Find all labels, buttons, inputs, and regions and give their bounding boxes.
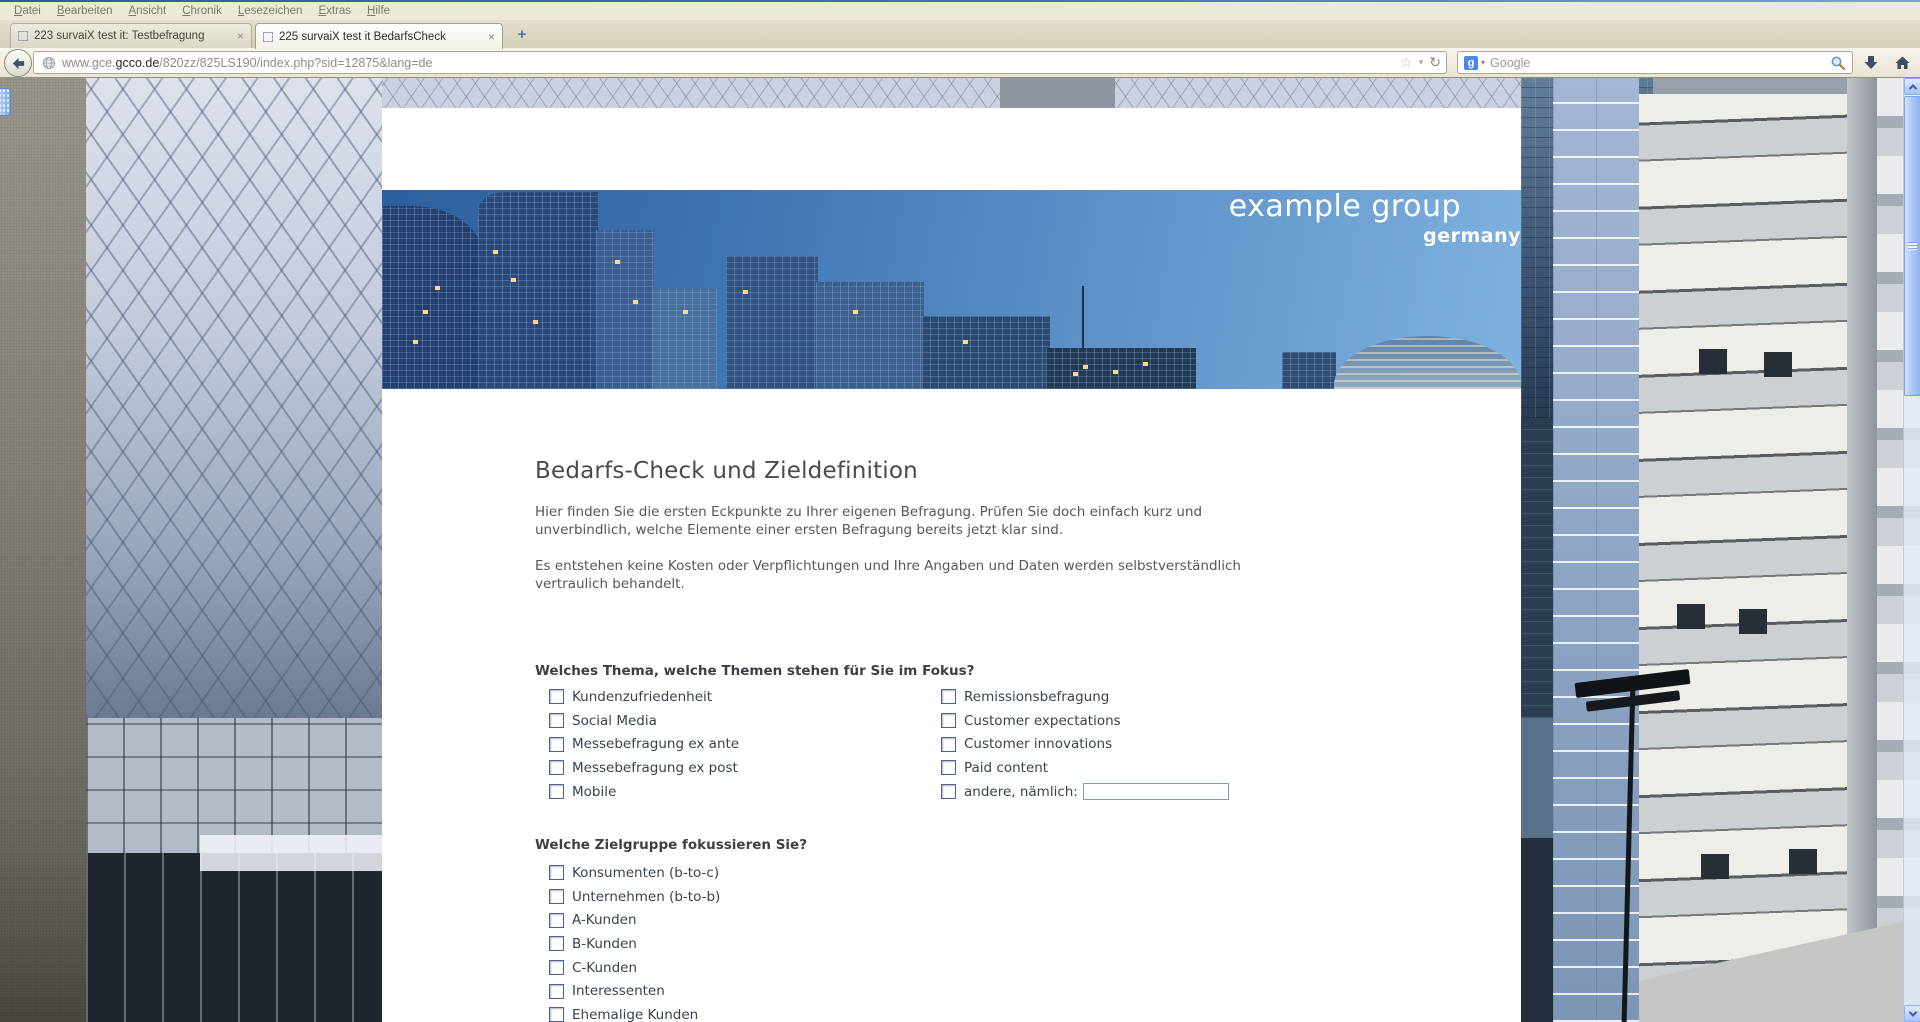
- checkbox-label: Customer expectations: [964, 712, 1121, 729]
- checkbox-label: andere, nämlich:: [964, 783, 1078, 800]
- background-storefront: [86, 853, 382, 1022]
- home-icon[interactable]: [1889, 52, 1915, 74]
- checkbox[interactable]: [941, 689, 956, 704]
- topics-column-1: [549, 685, 739, 803]
- brand-country: germany: [1423, 225, 1521, 247]
- checkbox-option[interactable]: [549, 908, 720, 932]
- search-placeholder: Google: [1490, 55, 1531, 70]
- background-granite-building: [0, 78, 86, 1022]
- checkbox-label: Paid content: [964, 759, 1049, 776]
- checkbox[interactable]: [549, 865, 564, 880]
- checkbox[interactable]: [549, 960, 564, 975]
- checkbox[interactable]: [941, 713, 956, 728]
- checkbox-label: C-Kunden: [572, 959, 638, 976]
- brand-name: example group: [1228, 190, 1461, 224]
- checkbox-label: Messebefragung ex ante: [572, 736, 740, 753]
- background-skyline-top: [382, 78, 1521, 108]
- checkbox-label: B-Kunden: [572, 935, 637, 952]
- back-button[interactable]: [4, 49, 32, 77]
- menu-ansicht[interactable]: Ansicht: [128, 5, 167, 17]
- header-photo: [382, 190, 1521, 389]
- background-dark-strip: [1521, 418, 1557, 718]
- checkbox-option[interactable]: [549, 685, 739, 709]
- checkbox[interactable]: [549, 784, 564, 799]
- checkbox-option[interactable]: [549, 756, 739, 780]
- new-tab-button[interactable]: +: [517, 26, 527, 43]
- checkbox-label: Kundenzufriedenheit: [572, 688, 713, 705]
- checkbox-label: Customer innovations: [964, 736, 1113, 753]
- checkbox-option[interactable]: [549, 780, 739, 804]
- default-favicon-icon: [18, 31, 28, 41]
- checkbox-label: A-Kunden: [572, 912, 637, 929]
- back-arrow-icon: [11, 56, 26, 71]
- url-bar[interactable]: [33, 51, 1447, 74]
- question-target-group-label: Welche Zielgruppe fokussieren Sie?: [535, 837, 808, 853]
- checkbox-option[interactable]: [941, 685, 1229, 709]
- search-engine-dropdown-icon[interactable]: ▾: [1481, 58, 1486, 67]
- background-dark-strip: [1521, 718, 1557, 838]
- scrollbar-thumb[interactable]: [1904, 96, 1920, 396]
- url-dropdown-icon[interactable]: ▾: [1418, 57, 1424, 67]
- menu-lesezeichen[interactable]: Lesezeichen: [237, 5, 303, 17]
- menu-bearbeiten[interactable]: Bearbeiten: [56, 5, 113, 17]
- background-glass-facade: [86, 78, 382, 718]
- chevron-up-icon: [1908, 84, 1916, 92]
- checkbox[interactable]: [941, 737, 956, 752]
- tab-close-icon[interactable]: ×: [487, 29, 495, 44]
- scroll-up-button[interactable]: [1904, 78, 1920, 95]
- menu-bar: [0, 2, 1920, 20]
- tab-title: 223 survaiX test it: Testbefragung: [34, 30, 205, 42]
- vertical-scrollbar[interactable]: [1903, 78, 1920, 1022]
- menu-hilfe[interactable]: Hilfe: [367, 5, 391, 17]
- navigation-toolbar: [0, 48, 1920, 78]
- sidebar-handle[interactable]: [0, 88, 11, 116]
- survey-page: [382, 108, 1521, 1022]
- checkbox[interactable]: [549, 984, 564, 999]
- background-reflection: [200, 835, 382, 871]
- checkbox-option[interactable]: [549, 861, 720, 885]
- checkbox-label: Ehemalige Kunden: [572, 1006, 699, 1022]
- google-icon[interactable]: g: [1464, 56, 1478, 70]
- checkbox-option[interactable]: [549, 885, 720, 909]
- checkbox-option-other[interactable]: [941, 780, 1229, 804]
- bookmark-star-icon[interactable]: ☆: [1400, 54, 1413, 70]
- checkbox-option[interactable]: [549, 732, 739, 756]
- topics-column-2: [941, 685, 1229, 803]
- checkbox[interactable]: [549, 689, 564, 704]
- default-favicon-icon: [263, 32, 273, 42]
- checkbox-label: Unternehmen (b-to-b): [572, 888, 721, 905]
- checkbox-option[interactable]: [549, 979, 720, 1003]
- checkbox-option[interactable]: [941, 756, 1229, 780]
- url-text[interactable]: www.gce.gcco.de/820zz/825LS190/index.php?sid=12875&lang=de: [62, 55, 433, 70]
- checkbox[interactable]: [549, 936, 564, 951]
- checkbox-option[interactable]: [549, 709, 739, 733]
- checkbox[interactable]: [549, 737, 564, 752]
- reload-icon[interactable]: ↻: [1429, 54, 1441, 70]
- checkbox[interactable]: [549, 713, 564, 728]
- checkbox[interactable]: [549, 889, 564, 904]
- checkbox[interactable]: [549, 913, 564, 928]
- search-magnifier-icon[interactable]: [1830, 55, 1846, 71]
- tab-bar: [0, 20, 1920, 48]
- background-gray-tower: [1000, 78, 1115, 108]
- checkbox-option[interactable]: [549, 1003, 720, 1022]
- background-pillar: [1847, 78, 1877, 1022]
- checkbox[interactable]: [941, 784, 956, 799]
- checkbox-label: Messebefragung ex post: [572, 759, 738, 776]
- tab-testbefragung[interactable]: [10, 23, 252, 48]
- checkbox-label: Mobile: [572, 783, 617, 800]
- downloads-icon[interactable]: [1858, 52, 1884, 74]
- checkbox-label: Remissionsbefragung: [964, 688, 1110, 705]
- checkbox[interactable]: [549, 1007, 564, 1022]
- intro-paragraph: Es entstehen keine Kosten oder Verpflichtungen und Ihre Angaben und Daten werden selbstverständlich vertraulich behandelt.: [535, 558, 1241, 592]
- menu-datei[interactable]: Datei: [14, 5, 41, 17]
- menu-chronik[interactable]: Chronik: [182, 5, 222, 17]
- menu-extras[interactable]: Extras: [318, 5, 352, 17]
- tab-bedarfscheck[interactable]: [255, 23, 503, 49]
- checkbox-option[interactable]: [941, 709, 1229, 733]
- page-viewport: [0, 78, 1920, 1022]
- background-white-building: [1639, 94, 1847, 1022]
- search-bar[interactable]: [1457, 51, 1853, 74]
- checkbox-label: Konsumenten (b-to-c): [572, 864, 720, 881]
- target-group-column: [549, 861, 720, 1022]
- scroll-down-button[interactable]: [1904, 1005, 1920, 1022]
- site-globe-icon: [42, 56, 56, 70]
- tab-title: 225 survaiX test it BedarfsCheck: [279, 30, 446, 43]
- background-dark-strip: [1521, 838, 1557, 1022]
- tab-close-icon[interactable]: ×: [236, 29, 244, 43]
- checkbox[interactable]: [941, 760, 956, 775]
- checkbox-option[interactable]: [941, 732, 1229, 756]
- page-title: Bedarfs-Check und Zieldefinition: [535, 458, 918, 484]
- other-topic-input[interactable]: [1083, 783, 1229, 800]
- checkbox-label: Interessenten: [572, 983, 665, 1000]
- checkbox-option[interactable]: [549, 932, 720, 956]
- checkbox-option[interactable]: [549, 956, 720, 980]
- chevron-down-icon: [1908, 1008, 1916, 1016]
- intro-paragraph: Hier finden Sie die ersten Eckpunkte zu Ihrer eigenen Befragung. Prüfen Sie doch einfach kurz und unverbindlich, welche Elemente einer ersten Befragung bereits jetzt klar sind.: [535, 504, 1203, 538]
- checkbox[interactable]: [549, 760, 564, 775]
- question-topics-label: Welches Thema, welche Themen stehen für Sie im Fokus?: [535, 663, 975, 679]
- checkbox-label: Social Media: [572, 712, 657, 729]
